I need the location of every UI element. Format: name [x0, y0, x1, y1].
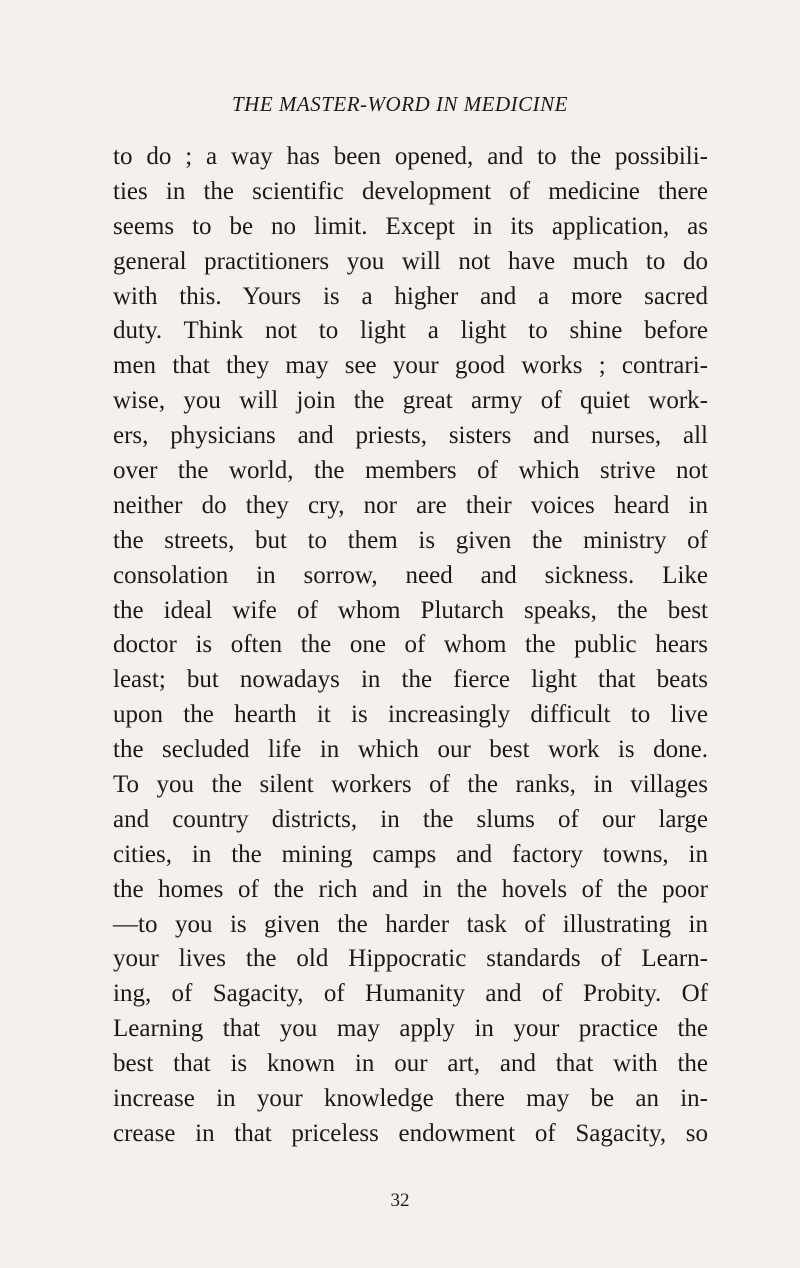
page-number: 32 — [390, 1190, 410, 1211]
text-line: ers, physicians and priests, sisters and nurses, all — [113, 422, 708, 450]
text-line: the streets, but to them is given the ministry of — [113, 526, 708, 554]
text-line: doctor is often the one of whom the public hears — [113, 631, 708, 659]
text-line: upon the hearth it is increasingly difficult to live — [113, 701, 708, 729]
running-title: THE MASTER-WORD IN MEDICINE — [231, 92, 569, 116]
text-line: best that is known in our art, and that with the — [113, 1050, 708, 1078]
text-line: least; but nowadays in the fierce light that beats — [113, 666, 708, 694]
text-line: the ideal wife of whom Plutarch speaks, the best — [113, 596, 708, 624]
body-text — [113, 140, 708, 1152]
text-line: To you the silent workers of the ranks, in villages — [113, 771, 708, 799]
text-line: to do ; a way has been opened, and to the possibili- — [113, 143, 708, 170]
text-line: men that they may see your good works ; contrari- — [113, 352, 708, 380]
text-line: cities, in the mining camps and factory towns, in — [113, 840, 708, 868]
text-line: —to you is given the harder task of illustrating in — [113, 910, 708, 938]
text-line: the homes of the rich and in the hovels of the poor — [113, 875, 708, 903]
text-line: with this. Yours is a higher and a more sacred — [113, 282, 708, 310]
text-line: seems to be no limit. Except in its application, as — [113, 212, 708, 240]
text-line: consolation in sorrow, need and sickness. Like — [113, 561, 708, 589]
text-line: ing, of Sagacity, of Humanity and of Probity. Of — [113, 980, 708, 1008]
text-line: the secluded life in which our best work is done. — [113, 736, 708, 764]
text-line: crease in that priceless endowment of Sagacity, so — [113, 1119, 708, 1147]
text-line: and country districts, in the slums of our large — [113, 805, 708, 833]
text-line: general practitioners you will not have much to do — [113, 247, 708, 275]
text-line: over the world, the members of which strive not — [113, 457, 708, 485]
text-line: wise, you will join the great army of quiet work- — [113, 387, 708, 415]
text-line: duty. Think not to light a light to shine before — [113, 317, 708, 345]
text-line: your lives the old Hippocratic standards of Learn- — [113, 945, 708, 973]
text-line: ties in the scientific development of medicine there — [113, 177, 708, 205]
text-line: neither do they cry, nor are their voices heard in — [113, 491, 708, 519]
text-line: Learning that you may apply in your practice the — [113, 1015, 708, 1043]
text-line: increase in your knowledge there may be an in- — [113, 1085, 708, 1113]
